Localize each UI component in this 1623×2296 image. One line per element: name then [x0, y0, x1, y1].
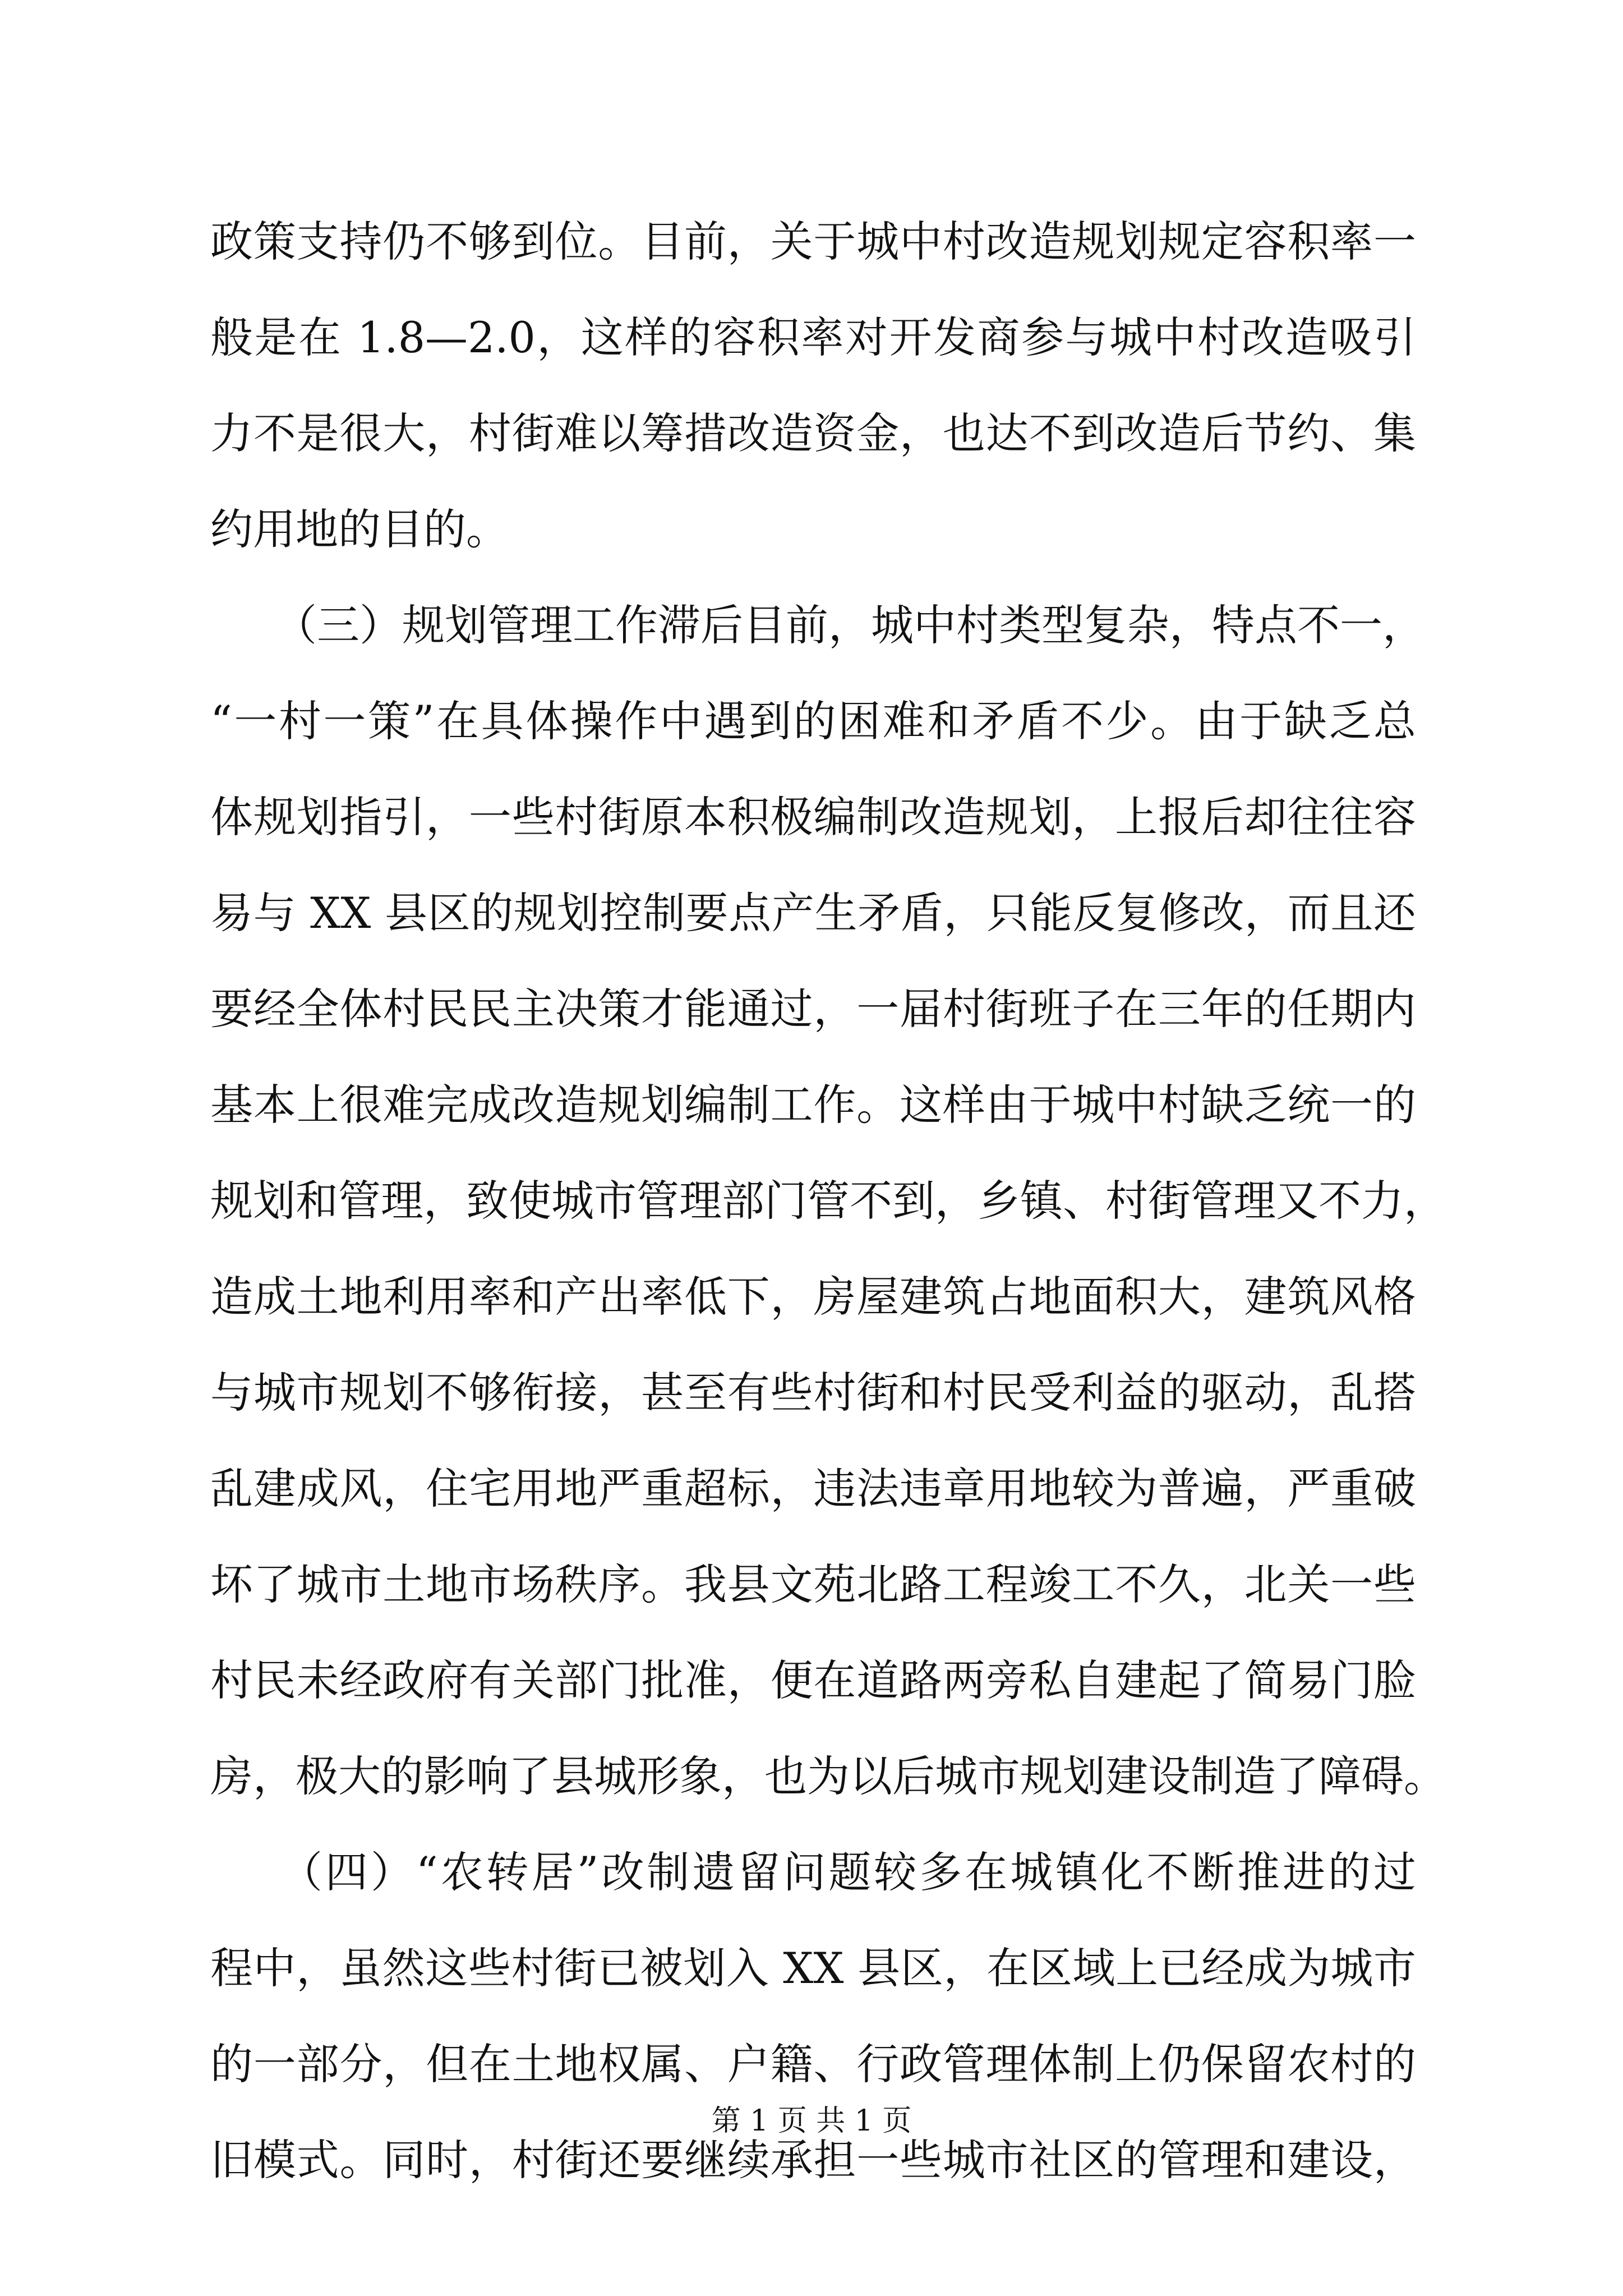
text-line: 要经全体村民民主决策才能通过，一届村街班子在三年的任期内: [210, 984, 1416, 1034]
text-line: 规划和管理，致使城市管理部门管不到，乡镇、村街管理又不力，: [210, 1176, 1446, 1226]
text-line: 旧模式。同时，村街还要继续承担一些城市社区的管理和建设，: [210, 2135, 1416, 2185]
text-line: 村民未经政府有关部门批准，便在道路两旁私自建起了简易门脸: [210, 1655, 1416, 1705]
text-line: （三）规划管理工作滞后目前，城中村类型复杂，特点不一，: [210, 600, 1425, 650]
text-line: 乱建成风，住宅用地严重超标，违法违章用地较为普遍，严重破: [210, 1464, 1416, 1513]
text-line: 坏了城市土地市场秩序。我县文苑北路工程竣工不久，北关一些: [210, 1559, 1416, 1609]
text-line: 的一部分，但在土地权属、户籍、行政管理体制上仍保留农村的: [210, 2039, 1416, 2089]
text-line: “一村一策”在具体操作中遇到的困难和矛盾不少。由于缺乏总: [210, 696, 1416, 746]
text-line: （四）“农转居”改制遗留问题较多在城镇化不断推进的过: [210, 1847, 1416, 1897]
text-line: 力不是很大，村街难以筹措改造资金，也达不到改造后节约、集: [210, 408, 1416, 458]
text-line: 体规划指引，一些村街原本积极编制改造规划，上报后却往往容: [210, 792, 1416, 842]
page-footer: 第 1 页 共 1 页: [711, 2104, 912, 2138]
text-line: 易与 XX 县区的规划控制要点产生矛盾，只能反复修改，而且还: [210, 888, 1416, 938]
text-line: 造成土地利用率和产出率低下，房屋建筑占地面积大，建筑风格: [210, 1272, 1416, 1322]
text-line: 与城市规划不够衔接，甚至有些村街和村民受利益的驱动，乱搭: [210, 1368, 1416, 1418]
body-text: [210, 194, 1446, 2208]
text-line: 约用地的目的。: [210, 504, 509, 554]
text-line: 基本上很难完成改造规划编制工作。这样由于城中村缺乏统一的: [210, 1080, 1416, 1130]
text-line: 般是在 1.8—2.0，这样的容积率对开发商参与城中村改造吸引: [210, 312, 1416, 362]
text-line: 政策支持仍不够到位。目前，关于城中村改造规划规定容积率一: [210, 217, 1416, 266]
text-line: 程中，虽然这些村街已被划入 XX 县区，在区域上已经成为城市: [210, 1943, 1416, 1993]
text-line: 房，极大的影响了县城形象，也为以后城市规划建设制造了障碍。: [210, 1751, 1446, 1801]
